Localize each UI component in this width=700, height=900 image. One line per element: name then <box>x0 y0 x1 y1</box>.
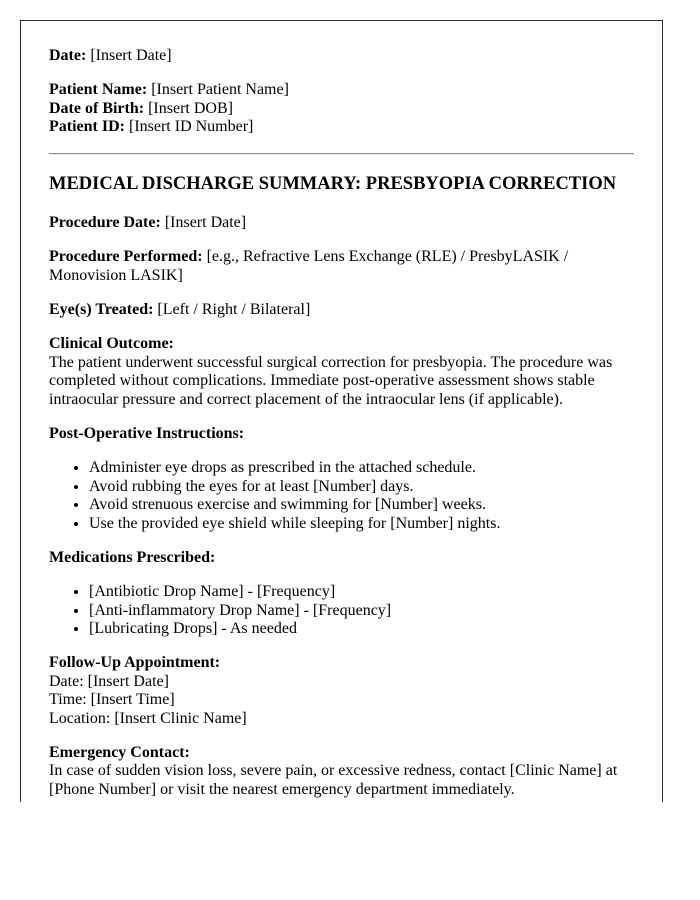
divider <box>49 153 634 155</box>
patient-name-label: Patient Name: <box>49 81 148 99</box>
procedure-performed-label: Procedure Performed: <box>49 248 203 266</box>
emergency-contact-section <box>49 744 634 799</box>
date-label: Date: <box>49 47 87 64</box>
list-item: • Avoid rubbing the eyes for at least [Number] days. <box>89 478 634 496</box>
procedure-date-line <box>49 214 634 232</box>
follow-up-time-line: Time: [Insert Time] <box>49 691 175 709</box>
emergency-contact-text: In case of sudden vision loss, severe pain, or excessive redness, contact [Clinic Name] at [Phone Number] or visit the nearest emergency department immediately. <box>49 762 618 798</box>
list-item: • Use the provided eye shield while sleeping for [Number] nights. <box>89 515 634 533</box>
procedure-date-value: [Insert Date] <box>164 213 247 231</box>
date-value: [Insert Date] <box>90 47 172 64</box>
date-of-birth-value: [Insert DOB] <box>148 99 233 117</box>
patient-name-value: [Insert Patient Name] <box>151 81 289 99</box>
document-title: MEDICAL DISCHARGE SUMMARY: PRESBYOPIA CORRECTION <box>49 173 617 194</box>
follow-up-location-line: Location: [Insert Clinic Name] <box>49 709 247 727</box>
clinical-outcome-text: The patient underwent successful surgical correction for presbyopia. The procedure was completed without complications. Immediate post-operative assessment shows stable intraocular pressure and correct placement of the intraocular lens (if applicable). <box>49 353 613 408</box>
procedure-performed-line <box>49 248 634 285</box>
post-op-instructions-list <box>49 459 634 533</box>
procedure-performed-value: [e.g., Refractive Lens Exchange (RLE) / PresbyLASIK / Monovision LASIK] <box>49 248 569 284</box>
clinical-outcome-label: Clinical Outcome: <box>49 335 174 353</box>
follow-up-date-line: Date: [Insert Date] <box>49 672 169 690</box>
list-item: • [Lubricating Drops] - As needed <box>89 620 634 638</box>
patient-id-value: [Insert ID Number] <box>128 118 254 136</box>
medications-list <box>49 583 634 638</box>
procedure-date-label: Procedure Date: <box>49 213 161 231</box>
date-of-birth-label: Date of Birth: <box>49 99 145 117</box>
date-line <box>49 47 634 65</box>
emergency-contact-label: Emergency Contact: <box>49 744 190 762</box>
eyes-treated-label: Eye(s) Treated: <box>49 301 154 318</box>
medications-label: Medications Prescribed: <box>49 548 216 566</box>
list-item: • [Anti-inflammatory Drop Name] - [Frequency] <box>89 602 634 620</box>
list-item: • Administer eye drops as prescribed in the attached schedule. <box>89 459 634 477</box>
patient-info-block <box>49 81 634 136</box>
medications-heading <box>49 549 634 567</box>
follow-up-label: Follow-Up Appointment: <box>49 654 221 672</box>
document-page <box>20 20 663 802</box>
eyes-treated-value: [Left / Right / Bilateral] <box>157 301 311 318</box>
follow-up-section <box>49 654 634 728</box>
patient-id-label: Patient ID: <box>49 118 125 136</box>
post-op-instructions-heading <box>49 425 634 443</box>
post-op-instructions-label: Post-Operative Instructions: <box>49 424 245 442</box>
list-item: • [Antibiotic Drop Name] - [Frequency] <box>89 583 634 601</box>
list-item: • Avoid strenuous exercise and swimming for [Number] weeks. <box>89 496 634 514</box>
clinical-outcome-section <box>49 335 634 409</box>
eyes-treated-line <box>49 301 634 319</box>
